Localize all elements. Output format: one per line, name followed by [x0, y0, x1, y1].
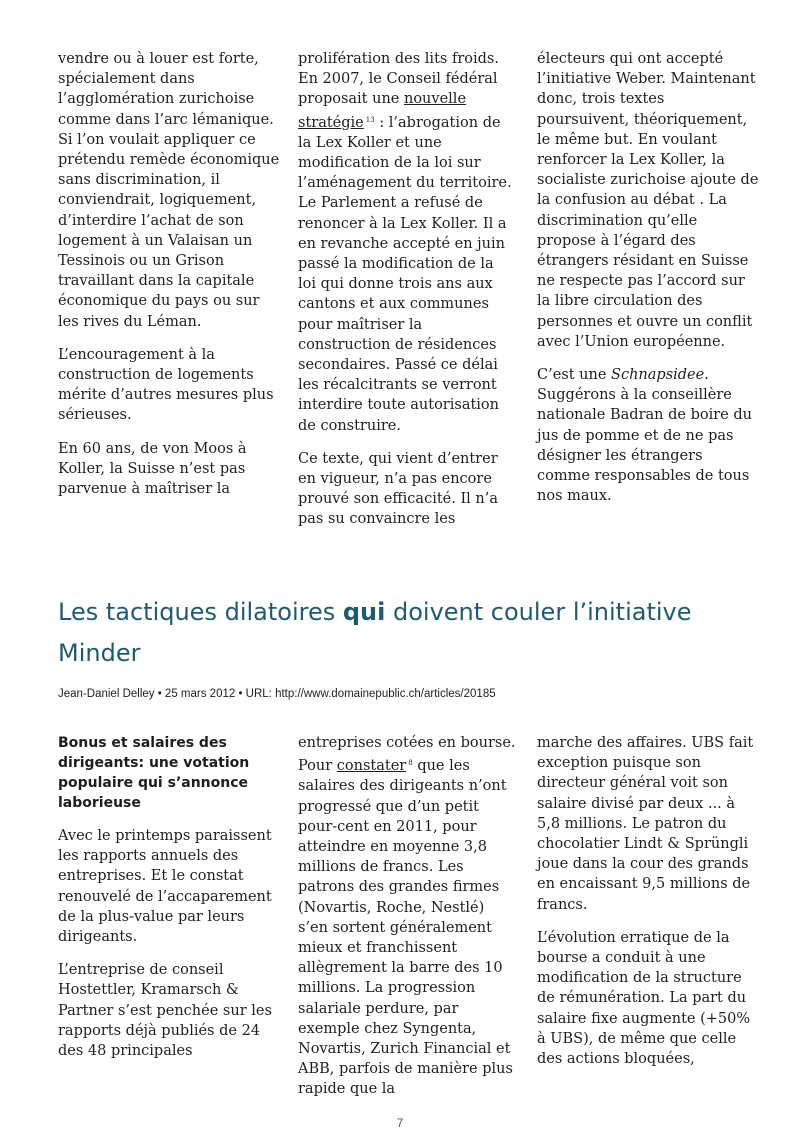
paragraph — [298, 49, 516, 436]
top-column-3 — [537, 49, 759, 519]
emphasis: Schnapsidee — [611, 367, 705, 384]
bottom-column-3 — [537, 733, 759, 1082]
article-title — [58, 592, 758, 674]
text-span: que les salaires des dirigeants n’ont progressé que d’un petit pour-cent en 2011, pour atteindre en moyenne 3,8 millions de francs. Les patrons des grandes firmes (Novartis, Roche, Nestlé) s’en sortent généralement mieux et franchissent allègrement la barre des 10 millions. La progression salariale perdure, par exemple chez Syngenta, Novartis, Zurich Financial et ABB, parfois de manière plus rapide que la — [298, 758, 513, 1098]
title-part: doivent couler l’initiative Minder — [58, 598, 692, 667]
paragraph: L’entreprise de conseil Hostettler, Kramarsch & Partner s’est penchée sur les rapports déjà publiés de 24 des 48 principales — [58, 962, 272, 1060]
paragraph: Ce texte, qui vient d’entrer en vigueur, n’a pas encore prouvé son efficacité. Il n’a pas su convaincre les — [298, 450, 499, 528]
bottom-column-2 — [298, 733, 516, 1113]
paragraph: L’évolution erratique de la bourse a conduit à une modification de la structure de rémunération. La part du salaire fixe augmente (+50% à UBS), de même que celle des actions bloquées, — [537, 929, 751, 1068]
text-span: C’est une — [537, 367, 607, 384]
page-number: 7 — [396, 1116, 404, 1130]
paragraph: En 60 ans, de von Moos à Koller, la Suisse n’est pas parvenue à maîtriser la — [58, 440, 247, 498]
paragraph: marche des affaires. UBS fait exception puisque son directeur général voit son salaire divisé par deux ... à 5,8 millions. Le patron du chocolatier Lindt & Sprüngli joue dans la cour des grands en encaissant 9,5 millions de francs. — [537, 735, 754, 913]
footnote-ref: 8 — [408, 759, 413, 768]
paragraph: Avec le printemps paraissent les rapports annuels des entreprises. Et le constat renouvelé de l’accaparement de la plus-value par leurs dirigeants. — [58, 828, 272, 946]
text-span: entreprises cotées en bourse. Pour — [298, 735, 516, 775]
top-column-2 — [298, 49, 516, 543]
paragraph: vendre ou à louer est forte, spécialement dans l’agglomération zurichoise comme dans l’arc lémanique. Si l’on voulait appliquer ce prétendu remède économique sans discrimination, il conviendrait, logiquement, d’interdire l’achat de son logement à un Valaisan un Tessinois ou un Grison travaillant dans la capitale économique du pays ou sur les rives du Léman. — [58, 51, 280, 330]
paragraph — [298, 733, 516, 1100]
paragraph — [537, 365, 759, 506]
text-span: : l’abrogation de la Lex Koller et une modification de la loi sur l’aménagement du territoire. Le Parlement a refusé de renoncer à la Lex Koller. Il a en revanche accepté en juin passé la modification de la loi qui donne trois ans aux cantons et aux communes pour maîtriser la construction de résidences secondaires. Passé ce délai les récalcitrants se verront interdire toute autorisation de construire. — [298, 114, 512, 434]
section-subhead: Bonus et salaires des dirigeants: une votation populaire qui s’annonce laborieuse — [58, 735, 250, 811]
title-part-bold: qui — [342, 598, 386, 626]
paragraph: L’encouragement à la construction de logements mérite d’autres mesures plus sérieuses. — [58, 346, 274, 424]
footnote-ref: 13 — [365, 115, 375, 124]
bottom-column-1 — [58, 733, 280, 1074]
top-column-1 — [58, 49, 280, 512]
constater-link[interactable]: constater — [336, 758, 407, 775]
nouvelle-strategie-link[interactable]: nouvelle stratégie — [298, 91, 467, 131]
article-byline: Jean-Daniel Delley • 25 mars 2012 • URL: http://www.domainepublic.ch/articles/20185 — [58, 688, 496, 700]
title-part: Les tactiques dilatoires — [58, 598, 343, 626]
text-span: prolifération des lits froids. En 2007, le Conseil fédéral proposait une — [298, 51, 499, 108]
text-span: . Suggérons à la conseillère nationale Badran de boire du jus de pomme et de ne pas désigner les étrangers comme responsables de tous nos maux. — [537, 367, 752, 505]
paragraph: électeurs qui ont accepté l’initiative Weber. Maintenant donc, trois textes poursuivent, théoriquement, le même but. En voulant renforcer la Lex Koller, la socialiste zurichoise ajoute de la confusion au débat . La discrimination qu’elle propose à l’égard des étrangers résidant en Suisse ne respecte pas l’accord sur la libre circulation des personnes et ouvre un conflit avec l’Union européenne. — [537, 51, 759, 350]
